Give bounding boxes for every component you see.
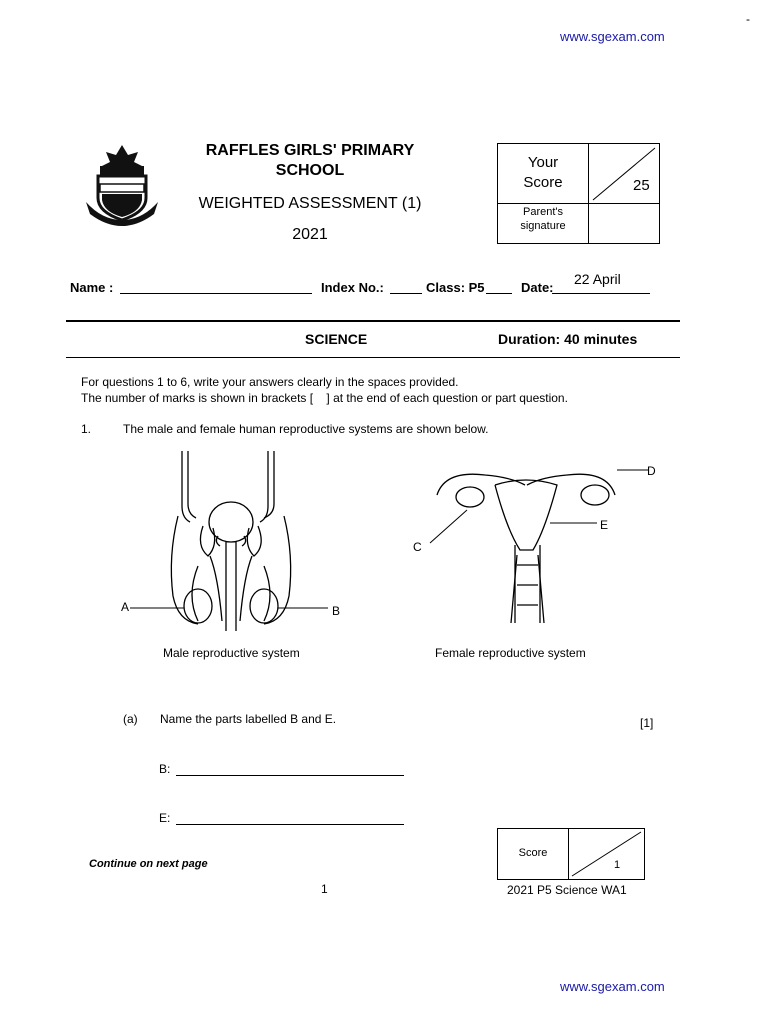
- parent-signature-label-2: signature: [520, 220, 566, 232]
- bottom-divider: [66, 357, 680, 358]
- score-label: Score: [523, 174, 563, 191]
- question-score-box: [497, 828, 645, 880]
- label-e: E: [600, 518, 609, 532]
- label-d: D: [647, 464, 656, 478]
- label-a: A: [121, 600, 130, 614]
- question-text: The male and female human reproductive systems are shown below.: [123, 422, 489, 436]
- total-score-box: [497, 143, 660, 244]
- corner-mark: -: [746, 12, 750, 26]
- subject-name: SCIENCE: [305, 331, 368, 347]
- class-label: Class: P5: [426, 280, 485, 295]
- name-field[interactable]: [120, 293, 312, 294]
- label-c: C: [413, 540, 422, 554]
- duration: Duration: 40 minutes: [498, 331, 638, 347]
- your-label: Your: [527, 154, 559, 171]
- male-caption: Male reproductive system: [163, 646, 300, 660]
- index-field[interactable]: [390, 293, 422, 294]
- date-label: Date:: [521, 280, 554, 295]
- top-divider: [66, 320, 680, 322]
- score-total: 25: [633, 177, 650, 194]
- answer-e-field[interactable]: [176, 824, 404, 825]
- answer-e-label: E:: [159, 811, 171, 825]
- female-reproductive-diagram: [425, 455, 655, 625]
- question-number: 1.: [81, 422, 92, 436]
- parent-signature-label-1: Parent's: [522, 206, 563, 218]
- score-diagonal: [589, 144, 659, 203]
- continue-note: Continue on next page: [89, 858, 208, 870]
- class-field[interactable]: [486, 293, 512, 294]
- date-value: 22 April: [574, 271, 621, 287]
- male-reproductive-diagram: [118, 446, 348, 636]
- date-field[interactable]: [552, 293, 650, 294]
- female-caption: Female reproductive system: [435, 646, 586, 660]
- part-a-label: (a): [123, 712, 138, 726]
- website-link-bottom[interactable]: www.sgexam.com: [560, 979, 665, 994]
- assessment-year: 2021: [292, 226, 328, 243]
- assessment-title: WEIGHTED ASSESSMENT (1): [198, 195, 422, 212]
- question-score-total: 1: [614, 859, 621, 871]
- question-score-diagonal: [569, 829, 644, 879]
- paper-code: 2021 P5 Science WA1: [507, 883, 627, 897]
- index-label: Index No.:: [321, 280, 384, 295]
- school-crest-icon: [82, 140, 162, 230]
- instruction-line-2: The number of marks is shown in brackets [ ] at the end of each question or part question.: [81, 391, 568, 405]
- website-link-top[interactable]: www.sgexam.com: [560, 29, 665, 44]
- school-name-line2: SCHOOL: [275, 162, 345, 179]
- part-a-marks: [1]: [640, 716, 654, 730]
- name-label: Name :: [70, 280, 114, 295]
- answer-b-field[interactable]: [176, 775, 404, 776]
- answer-b-label: B:: [159, 762, 171, 776]
- instruction-line-1: For questions 1 to 6, write your answers clearly in the spaces provided.: [81, 375, 459, 389]
- school-name-line1: RAFFLES GIRLS' PRIMARY: [205, 142, 415, 159]
- label-b: B: [332, 604, 341, 618]
- page-number: 1: [321, 882, 328, 896]
- part-a-text: Name the parts labelled B and E.: [160, 712, 337, 726]
- question-score-label: Score: [518, 847, 548, 859]
